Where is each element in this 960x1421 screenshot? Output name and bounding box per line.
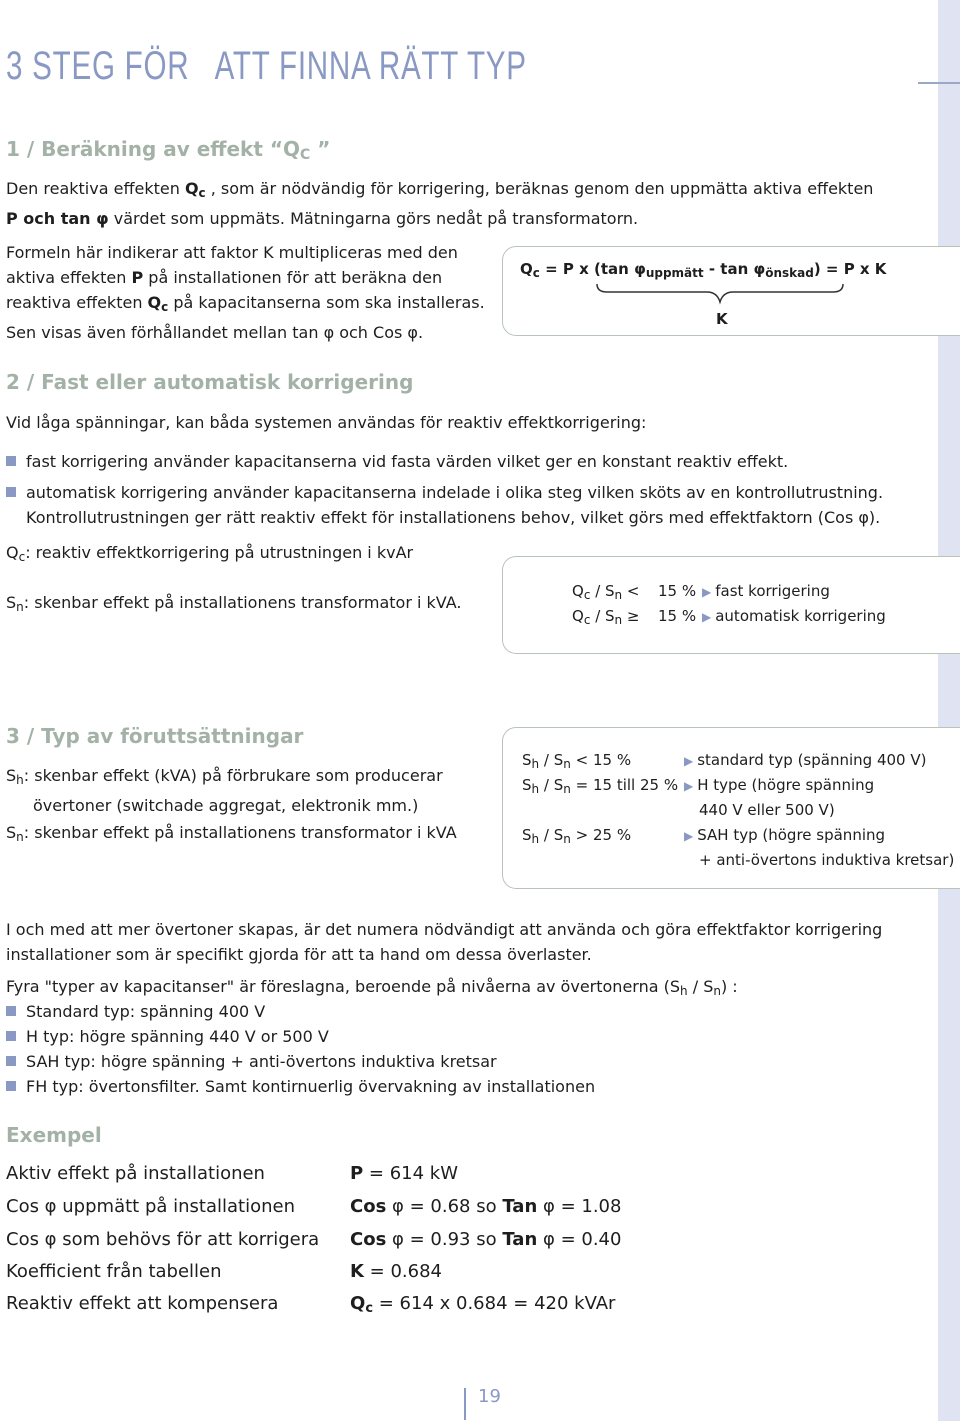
bullet-fast: fast korrigering använder kapacitanserna vid fasta värden vilket ger en konstant reaktiv effekt. [6,449,788,474]
example-value: P = 614 kW [350,1163,459,1184]
rule-automatic: $Q_c / S_n$ ≥ 15 % ▶ automatisk korrigering [572,607,886,627]
rule-h-type: $S_h / S_n = 15$ till 25 % ▶ H type (högre spänning [522,776,875,796]
example-label: Reaktiv effekt att kompensera [6,1293,279,1314]
bullet-square-icon [6,1056,16,1066]
example-value: K = 0.684 [350,1261,443,1282]
example-label: Koefficient från tabellen [6,1261,222,1282]
type-list-item: SAH typ: högre spänning + anti-övertons induktiva kretsar [6,1049,497,1074]
formula-k-label: K [716,310,728,328]
bullet-square-icon [6,1081,16,1091]
rule-fast: $Q_c / S_n$ < 15 % ▶ fast korrigering [572,582,830,602]
example-heading: Exempel [6,1123,102,1147]
rule-sah-type: $S_h / S_n > 25$ % ▶ SAH typ (högre spänning [522,826,886,846]
rule-h-type-cont: 440 V eller 500 V) [699,801,835,819]
section-2-intro: Vid låga spänningar, kan båda systemen användas för reaktiv effektkorrigering: [6,413,647,432]
header-rule [918,82,960,84]
arrow-right-icon: ▶ [684,829,694,843]
page-number-rule [464,1388,466,1420]
capacitor-types-intro: Fyra "typer av kapacitanser" är föreslagna, beroende på nivåerna av övertonerna $(S_h / S_n)$ : [6,977,738,998]
page-title: 3 STEG FÖR ATT FINNA RÄTT TYP [6,44,527,88]
example-value: $Q_c = 614$ x 0.684 = 420 kVAr [350,1293,616,1316]
sh-definition: $S_h$: skenbar effekt (kVA) på förbrukare som producerar övertoner (switchade aggregat, elektronik mm.) [6,766,443,815]
bullet-square-icon [6,487,16,497]
bullet-square-icon [6,1031,16,1041]
section-1-intro: Den reaktiva effekten $Q_c$ , som är nödvändig för korrigering, beräknas genom den uppmätta aktiva effekten P och tan φ värdet som uppmäts. Mätningarna görs nedåt på transformatorn. [6,179,874,228]
bullet-automatic: automatisk korrigering använder kapacitanserna indelade i olika steg vilken sköts av en kontrollutrustning. Kontrollutrustningen ger rätt reaktiv effekt för installationens behov, vilket görs med effektfaktorn (Cos φ). [6,480,883,530]
type-list-item: H typ: högre spänning 440 V or 500 V [6,1024,329,1049]
example-label: Cos φ uppmätt på installationen [6,1196,295,1217]
qc-definition: $Q_c$: reaktiv effektkorrigering på utrustningen i kvAr [6,543,414,564]
section-2-heading: 2 / Fast eller automatisk korrigering [6,370,414,394]
page-edge-band [938,0,960,1421]
section-1-heading: 1 / Beräkning av effekt “$Q_C$ ” [6,137,331,163]
sn-definition-kva: $S_n$: skenbar effekt på installationens transformator i kVA [6,823,457,844]
section-3-heading: 3 / Typ av föruttsättningar [6,724,304,748]
harmonics-paragraph: I och med att mer övertoner skapas, är det numera nödvändigt att använda och göra effektfaktor korrigering installationer som är specifikt gjorda för att ta hand om dessa överlaster. [6,920,883,964]
arrow-right-icon: ▶ [702,585,712,599]
rule-standard: $S_h / S_n < 15$ % ▶ standard typ (spänning 400 V) [522,751,927,771]
section-1-formula-description: Formeln här indikerar att faktor K multipliceras med den aktiva effekten P på installationen för att beräkna den reaktiva effekten $Q_c$ på kapacitanserna som ska installeras. Sen visas även förhållandet mellan tan φ och Cos φ. [6,243,485,342]
page-number: 19 [478,1386,501,1407]
arrow-right-icon: ▶ [684,779,694,793]
arrow-right-icon: ▶ [702,610,712,624]
example-value: Cos φ = 0.93 so Tan φ = 0.40 [350,1229,622,1250]
example-value: Cos φ = 0.68 so Tan φ = 1.08 [350,1196,622,1217]
rule-sah-type-cont: + anti-övertons induktiva kretsar) [699,851,955,869]
sn-definition: $S_n$: skenbar effekt på installationens transformator i kVA. [6,593,462,614]
type-list-item: FH typ: övertonsfilter. Samt kontirnuerlig övervakning av installationen [6,1074,595,1099]
bullet-square-icon [6,1006,16,1016]
formula-qc: $Q_c = P$ x (tan $\varphi_{uppmätt} - \tan \varphi_{önskad}) = P$ x K [520,260,887,280]
bullet-square-icon [6,456,16,466]
formula-brace [595,282,845,306]
example-label: Cos φ som behövs för att korrigera [6,1229,320,1250]
arrow-right-icon: ▶ [684,754,694,768]
example-label: Aktiv effekt på installationen [6,1163,265,1184]
type-list-item: Standard typ: spänning 400 V [6,999,265,1024]
